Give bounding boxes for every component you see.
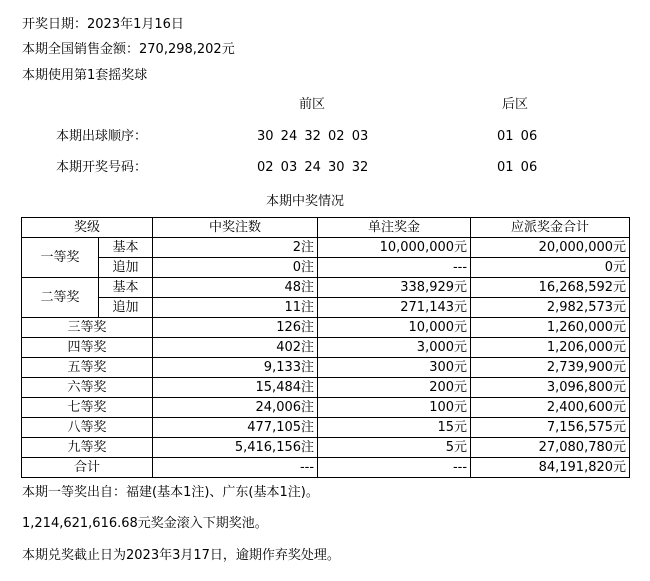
claim-deadline: 本期兑奖截止日为2023年3月17日，逾期作弃奖处理。 (22, 548, 340, 563)
table-row (22, 338, 630, 358)
unit-prize: --- (318, 458, 471, 478)
winner-count: 15,484注 (153, 378, 318, 398)
winner-count: --- (153, 458, 318, 478)
table-row (22, 238, 630, 258)
winner-count: 477,105注 (153, 418, 318, 438)
draw-date: 开奖日期：2023年1月16日 (22, 17, 184, 32)
level-name: 七等奖 (22, 398, 153, 418)
total-prize: 3,096,800元 (471, 378, 630, 398)
unit-prize: 3,000元 (318, 338, 471, 358)
total-prize: 7,156,575元 (471, 418, 630, 438)
level-name: 合计 (22, 458, 153, 478)
winner-count: 48注 (153, 278, 318, 298)
winner-count: 0注 (153, 258, 318, 278)
unit-prize: 10,000元 (318, 318, 471, 338)
ball-set: 本期使用第1套摇奖球 (22, 68, 148, 83)
winner-count: 2注 (153, 238, 318, 258)
level-name: 三等奖 (22, 318, 153, 338)
level-name: 四等奖 (22, 338, 153, 358)
sub-level: 追加 (99, 258, 153, 278)
unit-prize: 271,143元 (318, 298, 471, 318)
first-prize-origin: 本期一等奖出自：福建(基本1注)、广东(基本1注)。 (22, 485, 319, 500)
prize-table-title: 本期中奖情况 (265, 194, 344, 209)
front-zone-label: 前区 (298, 97, 325, 112)
total-prize: 0元 (471, 258, 630, 278)
level-name: 六等奖 (22, 378, 153, 398)
level-name: 五等奖 (22, 358, 153, 378)
sub-level: 基本 (99, 238, 153, 258)
draw-order-label: 本期出球顺序： (56, 129, 148, 144)
sub-level: 基本 (99, 278, 153, 298)
prize-table (21, 217, 630, 478)
sub-level: 追加 (99, 298, 153, 318)
table-row (22, 398, 630, 418)
winner-count: 126注 (153, 318, 318, 338)
table-header-row (22, 218, 630, 238)
header-total: 应派奖金合计 (471, 218, 630, 238)
table-row (22, 278, 630, 298)
table-row (22, 298, 630, 318)
unit-prize: 200元 (318, 378, 471, 398)
total-prize: 27,080,780元 (471, 438, 630, 458)
total-prize: 84,191,820元 (471, 458, 630, 478)
unit-prize: 10,000,000元 (318, 238, 471, 258)
total-prize: 2,739,900元 (471, 358, 630, 378)
unit-prize: 100元 (318, 398, 471, 418)
draw-order-front: 30 24 32 02 03 (257, 129, 369, 144)
winner-count: 11注 (153, 298, 318, 318)
header-count: 中奖注数 (153, 218, 318, 238)
winner-count: 24,006注 (153, 398, 318, 418)
total-prize: 20,000,000元 (471, 238, 630, 258)
unit-prize: 5元 (318, 438, 471, 458)
prize-pool: 1,214,621,616.68元奖金滚入下期奖池。 (22, 516, 268, 531)
header-level: 奖级 (22, 218, 153, 238)
total-prize: 16,268,592元 (471, 278, 630, 298)
total-prize: 1,206,000元 (471, 338, 630, 358)
table-row (22, 318, 630, 338)
total-prize: 2,982,573元 (471, 298, 630, 318)
table-total-row (22, 458, 630, 478)
winning-numbers-front: 02 03 24 30 32 (257, 160, 369, 175)
unit-prize: 338,929元 (318, 278, 471, 298)
level-name: 二等奖 (22, 278, 99, 318)
total-prize: 1,260,000元 (471, 318, 630, 338)
unit-prize: --- (318, 258, 471, 278)
header-prize: 单注奖金 (318, 218, 471, 238)
winner-count: 9,133注 (153, 358, 318, 378)
back-zone-label: 后区 (501, 97, 528, 112)
sales-amount: 本期全国销售金额：270,298,202元 (22, 42, 235, 57)
winning-numbers-back: 01 06 (497, 160, 538, 175)
winner-count: 5,416,156注 (153, 438, 318, 458)
unit-prize: 300元 (318, 358, 471, 378)
table-row (22, 378, 630, 398)
table-row (22, 438, 630, 458)
level-name: 八等奖 (22, 418, 153, 438)
total-prize: 2,400,600元 (471, 398, 630, 418)
table-row (22, 358, 630, 378)
level-name: 一等奖 (22, 238, 99, 278)
winner-count: 402注 (153, 338, 318, 358)
table-row (22, 258, 630, 278)
level-name: 九等奖 (22, 438, 153, 458)
unit-prize: 15元 (318, 418, 471, 438)
winning-numbers-label: 本期开奖号码： (56, 160, 148, 175)
table-row (22, 418, 630, 438)
draw-order-back: 01 06 (497, 129, 538, 144)
